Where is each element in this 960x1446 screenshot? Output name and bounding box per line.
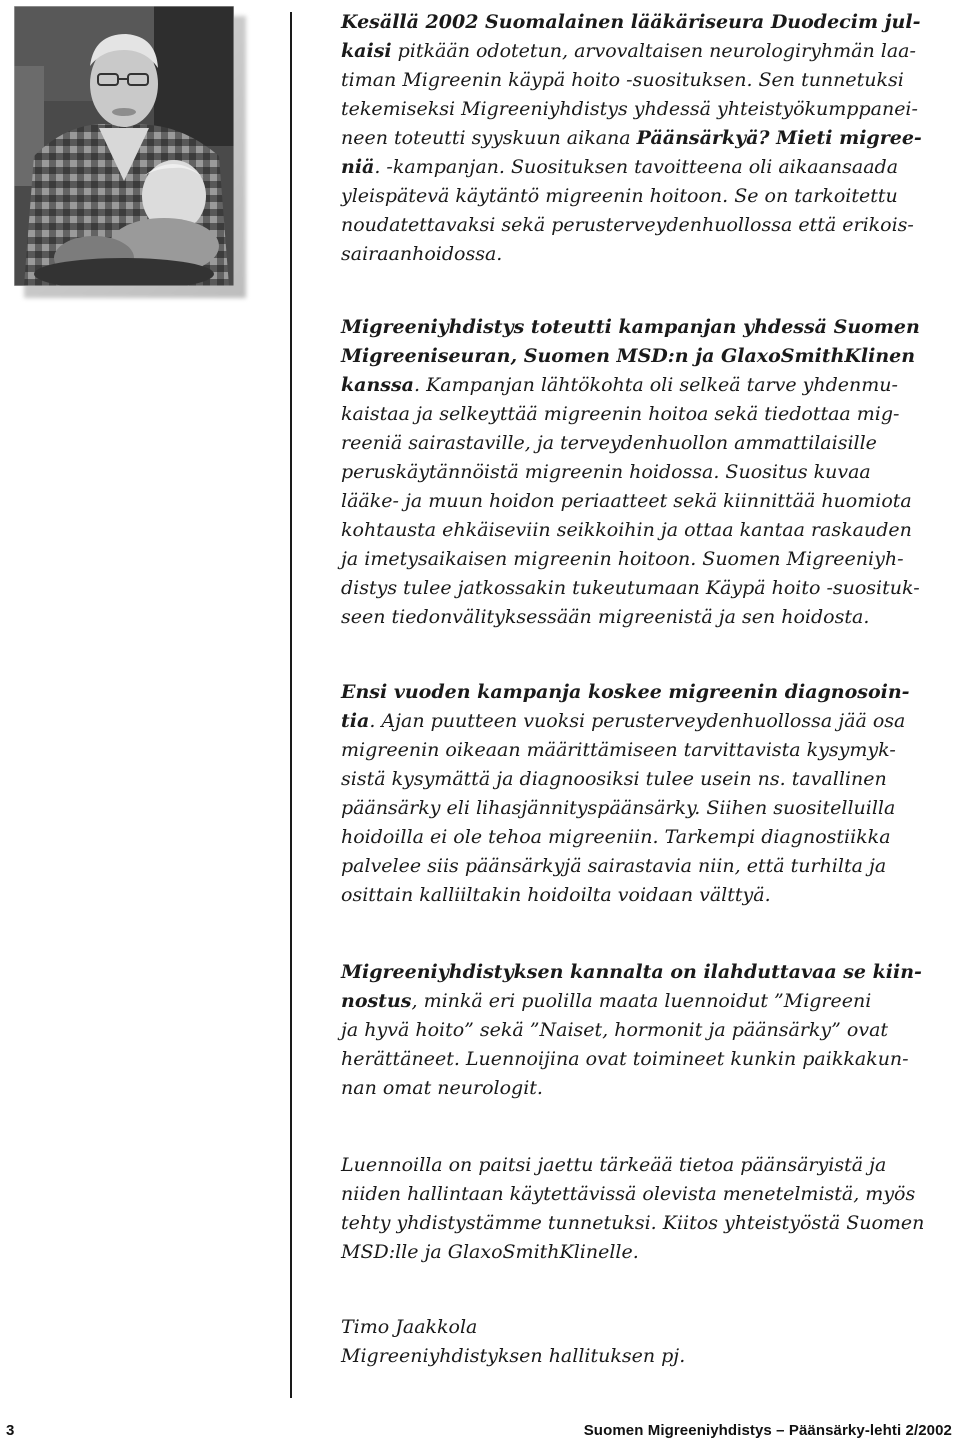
lead-text: kaisi	[341, 40, 392, 62]
lead-text: kanssa	[341, 374, 414, 396]
lead-text: Ensi vuoden kampanja koskee migreenin diagnosoin-	[341, 681, 910, 703]
lead-text: nostus	[341, 990, 412, 1012]
body-text: migreenin oikeaan määrittämiseen tarvittavista kysymyk-	[341, 739, 896, 761]
body-text: , minkä eri puolilla maata luennoidut ”Migreeni	[411, 990, 872, 1012]
body-text: päänsärky eli lihasjännityspäänsärky. Siihen suositelluilla	[341, 797, 896, 819]
body-text: ja imetysaikaisen migreenin hoitoon. Suomen Migreeniyh-	[341, 548, 904, 570]
body-text: pitkään odotetun, arvovaltaisen neurologiryhmän laa-	[391, 40, 916, 62]
author-photo-frame	[14, 6, 240, 292]
body-text: MSD:lle ja GlaxoSmithKlinelle.	[341, 1241, 639, 1263]
lead-text: Migreeniyhdistyksen kannalta on ilahduttavaa se kiin-	[341, 961, 922, 983]
lead-text: Kesällä 2002 Suomalainen lääkäriseura Duodecim jul-	[341, 11, 921, 33]
signature-title: Migreeniyhdistyksen hallituksen pj.	[341, 1345, 686, 1367]
body-text: yleispätevä käytäntö migreenin hoitoon. Se on tarkoitettu	[341, 185, 898, 207]
body-text: peruskäytännöistä migreenin hoidossa. Suositus kuvaa	[341, 461, 871, 483]
lead-text: tia	[341, 710, 370, 732]
body-text: niiden hallintaan käytettävissä olevista menetelmistä, myös	[341, 1183, 916, 1205]
body-text: osittain kalliiltakin hoidoilta voidaan välttyä.	[341, 884, 771, 906]
lead-text: Migreeniyhdistys toteutti kampanjan yhdessä Suomen	[341, 316, 920, 338]
article-body	[341, 8, 941, 1371]
lead-text: Migreeniseuran, Suomen MSD:n ja GlaxoSmithKlinen	[341, 345, 916, 367]
body-text: distys tulee jatkossakin tukeutumaan Käypä hoito -suosituk-	[341, 577, 920, 599]
body-text: timan Migreenin käypä hoito -suosituksen. Sen tunnetuksi	[341, 69, 904, 91]
body-text: . Kampanjan lähtökohta oli selkeä tarve yhdenmu-	[414, 374, 898, 396]
publication-info: Suomen Migreeniyhdistys – Päänsärky-lehti 2/2002	[583, 1422, 952, 1439]
campaign-name: Päänsärkyä? Mieti migree-	[636, 127, 922, 149]
paragraph-3	[341, 678, 941, 910]
body-text: nan omat neurologit.	[341, 1077, 543, 1099]
page-number: 3	[6, 1422, 15, 1439]
body-text: Luennoilla on paitsi jaettu tärkeää tietoa päänsäryistä ja	[341, 1154, 887, 1176]
paragraph-2	[341, 313, 941, 632]
paragraph-1	[341, 8, 941, 269]
body-text: tekemiseksi Migreeniyhdistys yhdessä yhteistyökumppanei-	[341, 98, 918, 120]
campaign-name: niä	[341, 156, 375, 178]
body-text: seen tiedonvälityksessään migreenistä ja sen hoidosta.	[341, 606, 870, 628]
author-photo	[14, 6, 234, 286]
body-text: . Ajan puutteen vuoksi perusterveydenhuollossa jää osa	[369, 710, 906, 732]
body-text: sistä kysymättä ja diagnoosiksi tulee usein ns. tavallinen	[341, 768, 887, 790]
body-text: palvelee siis päänsärkyjä sairastavia niin, että turhilta ja	[341, 855, 887, 877]
paragraph-4	[341, 958, 941, 1103]
paragraph-5	[341, 1151, 941, 1267]
body-text: lääke- ja muun hoidon periaatteet sekä kiinnittää huomiota	[341, 490, 912, 512]
body-text: kohtausta ehkäiseviin seikkoihin ja ottaa kantaa raskauden	[341, 519, 912, 541]
body-text: reeniä sairastaville, ja terveydenhuollon ammattilaisille	[341, 432, 877, 454]
body-text: ja hyvä hoito” sekä ”Naiset, hormonit ja päänsärky” ovat	[341, 1019, 889, 1041]
body-text: sairaanhoidossa.	[341, 243, 503, 265]
body-text: hoidoilla ei ole tehoa migreeniin. Tarkempi diagnostiikka	[341, 826, 891, 848]
body-text: neen toteutti syyskuun aikana	[341, 127, 637, 149]
body-text: . -kampanjan. Suosituksen tavoitteena oli aikaansaada	[374, 156, 899, 178]
signature-name: Timo Jaakkola	[341, 1316, 478, 1338]
body-text: noudatettavaksi sekä perusterveydenhuollossa että erikois-	[341, 214, 914, 236]
body-text: tehty yhdistystämme tunnetuksi. Kiitos yhteistyöstä Suomen	[341, 1212, 925, 1234]
signature	[341, 1313, 941, 1371]
column-divider	[290, 12, 292, 1398]
body-text: herättäneet. Luennoijina ovat toimineet kunkin paikkakun-	[341, 1048, 909, 1070]
body-text: kaistaa ja selkeyttää migreenin hoitoa sekä tiedottaa mig-	[341, 403, 900, 425]
page-footer	[0, 1422, 960, 1444]
